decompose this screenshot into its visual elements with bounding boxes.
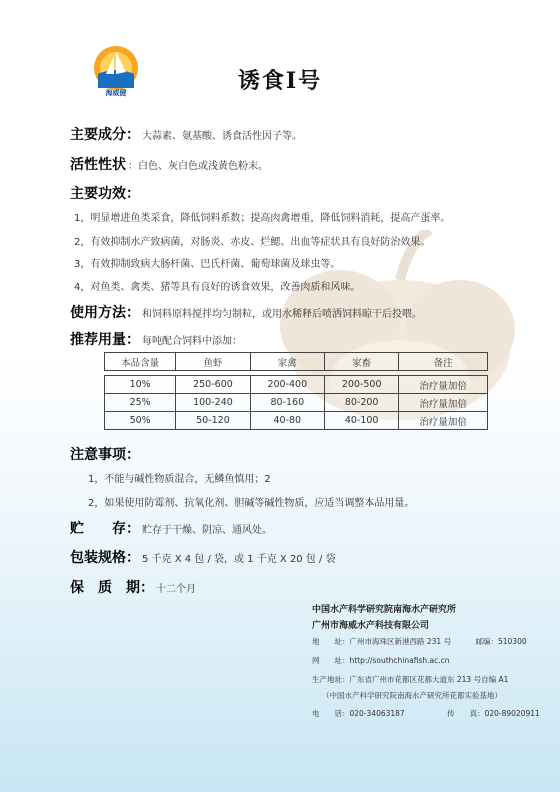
table-header: 备注 bbox=[399, 353, 488, 371]
table-cell: 50% bbox=[105, 412, 176, 430]
packaging-label: 包装规格： bbox=[70, 550, 140, 566]
base-value: 广东省广州市花都区花都大道东 213 号自编 A1 bbox=[349, 675, 509, 684]
dosage-row bbox=[70, 329, 242, 349]
table-cell: 治疗量加倍 bbox=[399, 394, 488, 412]
storage-row bbox=[70, 518, 272, 538]
properties-label: 活性性状 bbox=[70, 157, 126, 173]
function-item: 3，有效抑制致病大肠杆菌、巴氏杆菌、葡萄球菌及球虫等。 bbox=[74, 259, 341, 270]
contact-line bbox=[312, 708, 540, 719]
page-title: 诱食Ⅰ号 bbox=[237, 68, 323, 94]
table-cell: 200-500 bbox=[324, 376, 398, 394]
shelf-life-label: 保 质 期： bbox=[70, 580, 154, 596]
address-value: 广州市海珠区新港西路 231 号 bbox=[349, 637, 452, 646]
table-cell: 200-400 bbox=[250, 376, 324, 394]
shelf-life-text: 十二个月 bbox=[156, 584, 196, 595]
address-line bbox=[312, 636, 527, 647]
packaging-row bbox=[70, 547, 336, 567]
dosage-label: 推荐用量： bbox=[70, 332, 140, 348]
usage-label: 使用方法： bbox=[70, 305, 140, 321]
function-item: 4，对鱼类、禽类、猪等具有良好的诱食效果，改善肉质和风味。 bbox=[74, 282, 361, 293]
phone-value: 020-34063187 bbox=[349, 709, 405, 718]
table-cell: 50-120 bbox=[176, 412, 250, 430]
table-row bbox=[105, 394, 488, 412]
shelf-life-row bbox=[70, 577, 196, 597]
zip-label: 邮编： bbox=[475, 637, 498, 646]
table-row bbox=[105, 412, 488, 430]
table-cell: 80-200 bbox=[324, 394, 398, 412]
fax-label: 传 真： bbox=[447, 709, 485, 718]
phone-label: 电 话： bbox=[312, 709, 350, 718]
packaging-text: 5 千克 X 4 包 / 袋，或 1 千克 X 20 包 / 袋 bbox=[142, 554, 336, 565]
dosage-text: 每吨配合饲料中添加： bbox=[142, 336, 242, 347]
usage-row bbox=[70, 302, 422, 322]
table-cell: 治疗量加倍 bbox=[399, 376, 488, 394]
function-item: 2，有效抑制水产致病菌，对肠炎、赤皮、烂鳃、出血等症状具有良好防治效果。 bbox=[74, 237, 431, 248]
ingredients-label: 主要成分： bbox=[70, 127, 140, 143]
dosage-table bbox=[104, 352, 488, 430]
ingredients-row bbox=[70, 124, 302, 144]
zip-value: 510300 bbox=[497, 637, 527, 646]
note-item: 2，如果使用防霉剂、抗氧化剂、胆碱等碱性物质，应适当调整本品用量。 bbox=[88, 498, 415, 509]
logo-text: 海威健 bbox=[105, 89, 127, 97]
table-row bbox=[105, 376, 488, 394]
table-cell: 40-100 bbox=[324, 412, 398, 430]
table-header-row bbox=[105, 353, 488, 371]
table-cell: 治疗量加倍 bbox=[399, 412, 488, 430]
table-header: 本品含量 bbox=[105, 353, 176, 371]
table-cell: 10% bbox=[105, 376, 176, 394]
table-cell: 80-160 bbox=[250, 394, 324, 412]
usage-text: 和饲料原料搅拌均匀制粒，或用水稀释后喷洒饲料晾干后投喂。 bbox=[142, 309, 422, 320]
base-line bbox=[312, 674, 508, 685]
address-label: 地 址： bbox=[312, 637, 350, 646]
table-header: 家畜 bbox=[324, 353, 398, 371]
table-cell: 100-240 bbox=[176, 394, 250, 412]
org-name-1: 中国水产科学研究院南海水产研究所 bbox=[312, 605, 457, 615]
storage-text: 贮存于干燥、阴凉、通风处。 bbox=[142, 525, 272, 536]
table-cell: 25% bbox=[105, 394, 176, 412]
web-label: 网 址： bbox=[312, 656, 350, 665]
base-note: （中国水产科学研究院南海水产研究所花都实验基地） bbox=[322, 691, 502, 700]
table-cell: 40-80 bbox=[250, 412, 324, 430]
web-value: http://southchinafish.ac.cn bbox=[349, 656, 450, 665]
base-label: 生产地址： bbox=[312, 675, 350, 684]
table-header: 家禽 bbox=[250, 353, 324, 371]
functions-label: 主要功效： bbox=[70, 186, 140, 202]
notes-heading bbox=[70, 444, 142, 464]
properties-text: ：白色、灰白色或浅黄色粉末。 bbox=[128, 161, 268, 172]
web-line bbox=[312, 655, 449, 666]
table-header: 鱼虾 bbox=[176, 353, 250, 371]
note-item: 1，不能与碱性物质混合，无鳞鱼慎用；2 bbox=[88, 474, 271, 485]
functions-heading bbox=[70, 183, 142, 203]
properties-row bbox=[70, 154, 268, 174]
function-item: 1，明显增进鱼类采食，降低饲料系数；提高肉禽增重，降低饲料消耗，提高产蛋率。 bbox=[74, 213, 451, 224]
ingredients-text: 大蒜素、氨基酸、诱食活性因子等。 bbox=[142, 131, 302, 142]
org-name-2: 广州市海威水产科技有限公司 bbox=[312, 621, 430, 631]
table-cell: 250-600 bbox=[176, 376, 250, 394]
fax-value: 020-89020911 bbox=[484, 709, 540, 718]
storage-label: 贮 存： bbox=[70, 521, 140, 537]
notes-label: 注意事项： bbox=[70, 447, 140, 463]
